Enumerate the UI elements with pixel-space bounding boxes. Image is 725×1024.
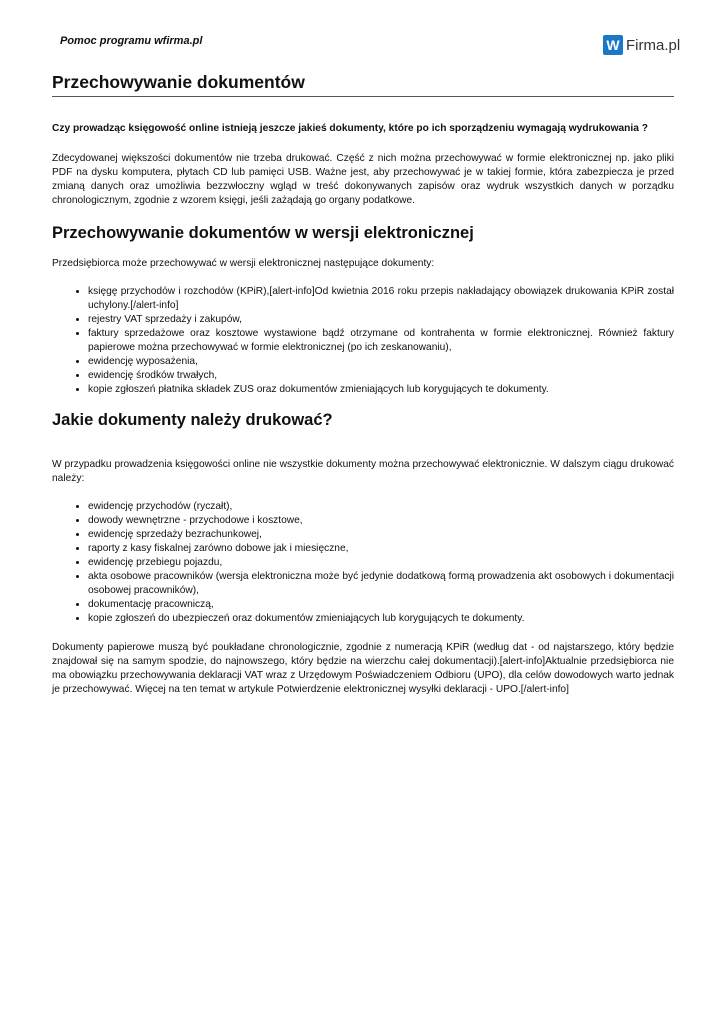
section-print-lead: W przypadku prowadzenia księgowości online nie wszystkie dokumenty można przechowywać elektronicznie. W dalszym ciągu drukować należy:	[52, 459, 674, 484]
list-item: • dowody wewnętrzne - przychodowe i kosztowe,	[88, 514, 674, 528]
list-item: • ewidencję wyposażenia,	[88, 355, 674, 369]
logo-text: Firma.pl	[626, 36, 681, 54]
header-note: Pomoc programu wfirma.pl	[60, 35, 203, 47]
wfirma-logo	[603, 34, 680, 56]
page-title: Przechowywanie dokumentów	[52, 72, 674, 97]
list-item: • ewidencję sprzedaży bezrachunkowej,	[88, 528, 674, 542]
section-electronic-heading: Przechowywanie dokumentów w wersji elektronicznej	[52, 224, 474, 242]
logo-badge: W	[603, 35, 623, 55]
list-item: • raporty z kasy fiskalnej zarówno dobowe jak i miesięczne,	[88, 542, 674, 556]
list-item: • dokumentację pracowniczą,	[88, 598, 674, 612]
list-item: • akta osobowe pracowników (wersja elektroniczna może być jedynie dodatkową formą prowadzenia akt osobowych i dokumentacji osobowej pracowników),	[88, 570, 674, 598]
electronic-documents-list	[52, 285, 674, 397]
list-item: • ewidencję przychodów (ryczałt),	[88, 500, 674, 514]
list-item: • faktury sprzedażowe oraz kosztowe wystawione bądź otrzymane od kontrahenta w formie elektronicznej. Również faktury papierowe można przechowywać w formie elektronicznej (po ich zeskanowaniu),	[88, 327, 674, 355]
question-text: Czy prowadząc księgowość online istnieją jeszcze jakieś dokumenty, które po ich sporządzeniu wymagają wydrukowania ?	[52, 123, 648, 134]
intro-paragraph: Zdecydowanej większości dokumentów nie trzeba drukować. Część z nich można przechowywać w formie elektronicznej np. jako pliki PDF na dysku komputera, płytach CD lub pamięci USB. Ważne jest, aby przechowywać je w takiej formie, która zabezpiecza je przed zmianą danych oraz umożliwia bezzwłoczny wgląd w treść dokonywanych zapisów oraz wydruk wszystkich danych w porządku chronologicznym, zgodnie z wzorem księgi, jeśli zażądają go organy podatkowe.	[52, 153, 674, 206]
list-item: • ewidencję przebiegu pojazdu,	[88, 556, 674, 570]
closing-paragraph: Dokumenty papierowe muszą być poukładane chronologicznie, zgodnie z numeracją KPiR (według dat - od najstarszego, który będzie znajdował się na samym spodzie, do najnowszego, który będzie na wierzchu całej dokumentacji).[alert-info]Aktualnie przedsiębiorca nie ma obowiązku przechowywania deklaracji VAT wraz z Urzędowym Poświadczeniem Odbioru (UPO), dla celów dowodowych warto jednak je przechowywać. Więcej na ten temat w artykule Potwierdzenie elektronicznej wysyłki deklaracji - UPO.[/alert-info]	[52, 642, 674, 695]
list-item: • kopie zgłoszeń do ubezpieczeń oraz dokumentów zmieniających lub korygujących te dokumenty.	[88, 612, 674, 626]
print-documents-list	[52, 500, 674, 626]
list-item: • ewidencję środków trwałych,	[88, 369, 674, 383]
list-item: • księgę przychodów i rozchodów (KPiR),[alert-info]Od kwietnia 2016 roku przepis nakładający obowiązek drukowania KPiR został uchylony.[/alert-info]	[88, 285, 674, 313]
document-content	[52, 72, 674, 697]
section-print-heading: Jakie dokumenty należy drukować?	[52, 411, 333, 429]
list-item: • kopie zgłoszeń płatnika składek ZUS oraz dokumentów zmieniających lub korygujących te dokumenty.	[88, 383, 674, 397]
section-electronic-lead: Przedsiębiorca może przechowywać w wersji elektronicznej następujące dokumenty:	[52, 258, 435, 269]
list-item: • rejestry VAT sprzedaży i zakupów,	[88, 313, 674, 327]
